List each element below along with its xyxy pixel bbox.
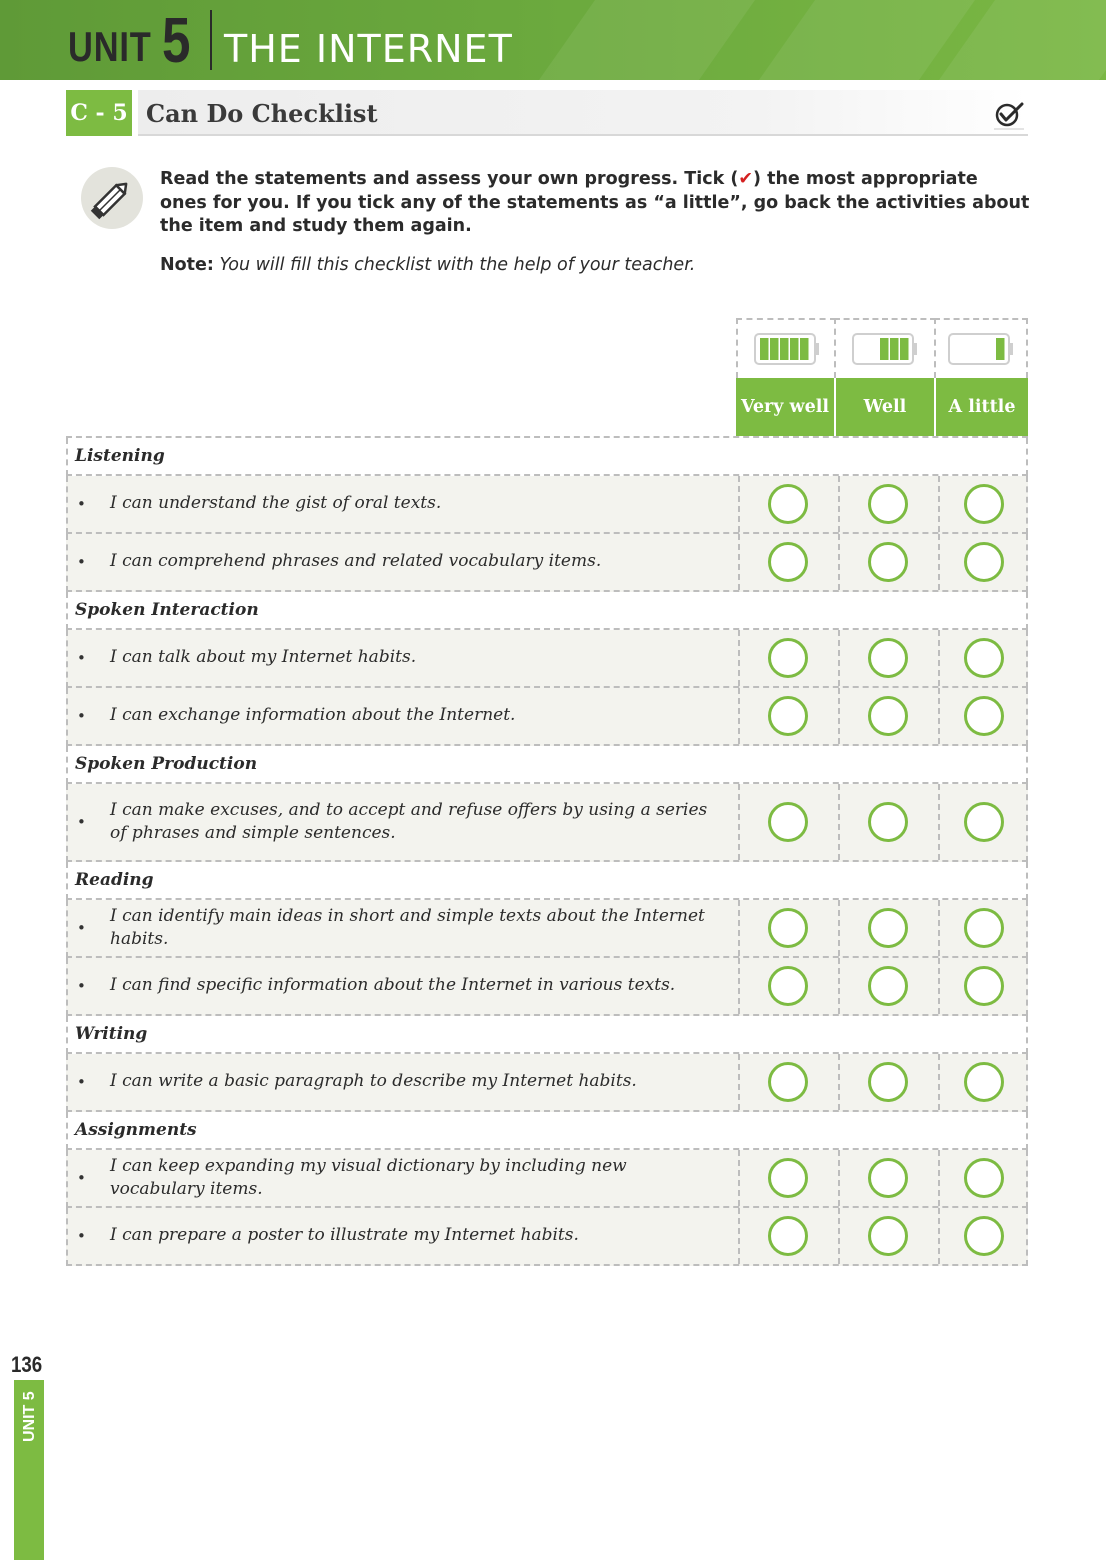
category-title: Spoken Interaction	[75, 600, 259, 620]
rating-circle-well[interactable]	[868, 908, 908, 948]
checklist-item-row	[66, 1208, 1028, 1266]
note-label: Note:	[160, 255, 214, 275]
can-do-statement: I can comprehend phrases and related vocabulary items.	[110, 551, 602, 572]
rating-circle-well[interactable]	[868, 966, 908, 1006]
column-label-well: Well	[836, 378, 934, 436]
section-title: Can Do Checklist	[146, 99, 378, 128]
rating-column-divider	[838, 630, 840, 686]
category-row	[66, 438, 1028, 476]
checklist-item-row	[66, 1150, 1028, 1208]
checklist-item-row	[66, 534, 1028, 592]
rating-column-divider	[738, 1054, 740, 1110]
battery-cell-well	[834, 318, 936, 378]
category-row	[66, 1112, 1028, 1150]
rating-circle-very-well[interactable]	[768, 1216, 808, 1256]
rating-circle-a-little[interactable]	[964, 638, 1004, 678]
note	[160, 254, 695, 276]
pencil-icon	[80, 166, 144, 230]
can-do-statement: I can talk about my Internet habits.	[110, 647, 417, 668]
side-unit-label: UNIT 5	[21, 1391, 38, 1442]
rating-column-divider	[938, 1150, 940, 1206]
bullet-icon: •	[77, 495, 86, 513]
rating-column-divider	[938, 1208, 940, 1264]
rating-circle-a-little[interactable]	[964, 966, 1004, 1006]
rating-circle-very-well[interactable]	[768, 966, 808, 1006]
rating-column-divider	[738, 900, 740, 956]
rating-column-divider	[838, 534, 840, 590]
rating-circle-well[interactable]	[868, 638, 908, 678]
can-do-statement: I can understand the gist of oral texts.	[110, 493, 442, 514]
unit-header-band	[0, 0, 1106, 80]
can-do-statement: I can write a basic paragraph to describe my Internet habits.	[110, 1071, 637, 1092]
rating-circle-very-well[interactable]	[768, 696, 808, 736]
rating-column-divider	[738, 1150, 740, 1206]
bullet-icon: •	[77, 649, 86, 667]
rating-circle-very-well[interactable]	[768, 542, 808, 582]
instructions-text	[160, 168, 1030, 239]
rating-circle-well[interactable]	[868, 1158, 908, 1198]
rating-column-divider	[738, 630, 740, 686]
checklist-item-row	[66, 1054, 1028, 1112]
rating-circle-a-little[interactable]	[964, 802, 1004, 842]
rating-circle-very-well[interactable]	[768, 1062, 808, 1102]
side-unit-tab	[14, 1380, 44, 1560]
rating-column-divider	[938, 688, 940, 744]
rating-circle-a-little[interactable]	[964, 1158, 1004, 1198]
category-title: Writing	[75, 1024, 148, 1044]
rating-circle-well[interactable]	[868, 542, 908, 582]
bullet-icon: •	[77, 977, 86, 995]
rating-circle-very-well[interactable]	[768, 638, 808, 678]
rating-column-divider	[738, 688, 740, 744]
checklist-item-row	[66, 688, 1028, 746]
category-title: Assignments	[75, 1120, 197, 1140]
can-do-statement: I can identify main ideas in short and simple texts about the Internet habits.	[110, 905, 705, 949]
rating-column-divider	[738, 784, 740, 860]
category-title: Reading	[75, 870, 154, 890]
can-do-statement: I can make excuses, and to accept and refuse offers by using a series of phrases and simple sentences.	[110, 799, 708, 843]
checklist-item-row	[66, 784, 1028, 862]
page-number: 136	[11, 1352, 43, 1377]
rating-circle-well[interactable]	[868, 1062, 908, 1102]
rating-column-divider	[938, 630, 940, 686]
header-stripe	[511, 0, 769, 80]
rating-column-divider	[938, 900, 940, 956]
column-label-very-well: Very well	[736, 378, 834, 436]
can-do-statement: I can keep expanding my visual dictionary by including new vocabulary items.	[110, 1155, 627, 1199]
battery-header-row	[736, 318, 1028, 378]
instructions-part-1: Read the statements and assess your own progress. Tick (	[160, 169, 739, 189]
rating-column-divider	[938, 476, 940, 532]
category-title: Listening	[75, 446, 165, 466]
category-row	[66, 746, 1028, 784]
unit-word: UNIT	[68, 23, 152, 70]
can-do-statement: I can find specific information about the Internet in various texts.	[110, 975, 676, 996]
battery-low-icon	[948, 332, 1014, 366]
tick-icon: ✔	[738, 169, 753, 189]
rating-circle-very-well[interactable]	[768, 1158, 808, 1198]
bullet-icon: •	[77, 813, 86, 831]
category-row	[66, 592, 1028, 630]
rating-circle-very-well[interactable]	[768, 908, 808, 948]
bullet-icon: •	[77, 1073, 86, 1091]
rating-column-divider	[938, 534, 940, 590]
category-row	[66, 862, 1028, 900]
category-row	[66, 1016, 1028, 1054]
rating-column-divider	[738, 534, 740, 590]
bullet-icon: •	[77, 1227, 86, 1245]
rating-column-divider	[838, 1208, 840, 1264]
rating-circle-very-well[interactable]	[768, 802, 808, 842]
battery-cell-very-well	[736, 318, 836, 378]
rating-column-divider	[738, 958, 740, 1014]
rating-circle-a-little[interactable]	[964, 696, 1004, 736]
rating-circle-a-little[interactable]	[964, 484, 1004, 524]
bullet-icon: •	[77, 553, 86, 571]
rating-column-divider	[838, 688, 840, 744]
header-divider	[210, 10, 212, 70]
can-do-statement: I can prepare a poster to illustrate my Internet habits.	[110, 1225, 579, 1246]
rating-circle-well[interactable]	[868, 1216, 908, 1256]
battery-full-icon	[754, 332, 820, 366]
check-badge-icon	[992, 100, 1026, 130]
bullet-icon: •	[77, 707, 86, 725]
note-text: You will fill this checklist with the help of your teacher.	[219, 255, 696, 275]
rating-circle-well[interactable]	[868, 484, 908, 524]
rating-column-divider	[938, 958, 940, 1014]
bullet-icon: •	[77, 1169, 86, 1187]
rating-column-divider	[838, 784, 840, 860]
rating-circle-a-little[interactable]	[964, 908, 1004, 948]
rating-column-divider	[838, 900, 840, 956]
unit-number: 5	[162, 4, 191, 76]
rating-column-divider	[738, 476, 740, 532]
battery-medium-icon	[852, 332, 918, 366]
rating-column-divider	[938, 1054, 940, 1110]
category-title: Spoken Production	[75, 754, 258, 774]
unit-title: THE INTERNET	[224, 27, 513, 71]
rating-circle-well[interactable]	[868, 802, 908, 842]
rating-circle-very-well[interactable]	[768, 484, 808, 524]
rating-circle-a-little[interactable]	[964, 1062, 1004, 1102]
can-do-statement: I can exchange information about the Internet.	[110, 705, 516, 726]
rating-column-divider	[838, 476, 840, 532]
section-code-badge: C - 5	[66, 90, 132, 136]
checklist-item-row	[66, 476, 1028, 534]
column-label-a-little: A little	[936, 378, 1028, 436]
rating-column-divider	[838, 1054, 840, 1110]
rating-circle-well[interactable]	[868, 696, 908, 736]
bullet-icon: •	[77, 919, 86, 937]
rating-column-divider	[838, 1150, 840, 1206]
rating-column-divider	[838, 958, 840, 1014]
checklist-item-row	[66, 900, 1028, 958]
rating-circle-a-little[interactable]	[964, 1216, 1004, 1256]
instructions-part-2: ) the most appropriate ones for you. If you tick any of the statements as “a little”, go back the activities about the item and study them again.	[160, 169, 1030, 236]
checklist-item-row	[66, 630, 1028, 688]
column-label-row	[736, 378, 1028, 436]
rating-column-divider	[938, 784, 940, 860]
battery-cell-a-little	[934, 318, 1028, 378]
checklist-item-row	[66, 958, 1028, 1016]
checklist-rows	[66, 436, 1028, 1266]
rating-column-divider	[738, 1208, 740, 1264]
rating-circle-a-little[interactable]	[964, 542, 1004, 582]
